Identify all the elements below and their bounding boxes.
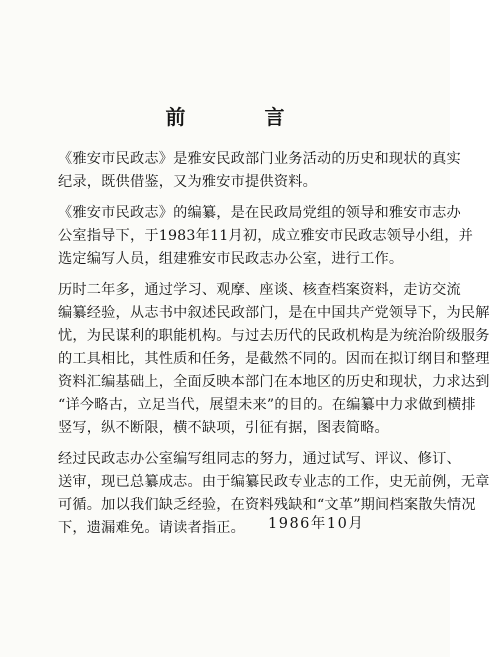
text-line: 公室指导下，于1983年11月初，成立雅安市民政志领导小组，并 (58, 228, 474, 244)
paragraph-2 (58, 202, 474, 271)
text-line: 《雅安市民政志》是雅安民政部门业务活动的历史和现状的真实 (58, 151, 461, 167)
text-line: “详今略古，立足当代，展望未来”的目的。在编纂中力求做到横排 (58, 397, 476, 413)
page-title: 前 言 (165, 105, 321, 129)
text-line: 送审，现已总纂成志。由于编纂民政专业志的工作，史无前例，无章 (58, 474, 490, 490)
text-line: 竖写，纵不断限，横不缺项，引征有据，图表简略。 (58, 420, 389, 436)
text-line: 《雅安市民政志》的编纂，是在民政局党组的领导和雅安市志办 (58, 205, 461, 221)
text-line: 资料汇编基础上，全面反映本部门在本地区的历史和现状，力求达到 (58, 374, 490, 390)
paragraph-3 (58, 279, 490, 440)
text-line: 历时二年多，通过学习、观摩、座谈、核查档案资料，走访交流 (58, 282, 461, 298)
text-line: 可循。加以我们缺乏经验，在资料残缺和“文革”期间档案散失情况 (58, 497, 476, 513)
text-line: 经过民政志办公室编写组同志的努力，通过试写、评议、修订、 (58, 451, 461, 467)
text-line: 下，遗漏难免。请读者指正。 (58, 520, 246, 536)
text-line: 纪录，既供借鉴，又为雅安市提供资料。 (58, 174, 317, 190)
text-line: 忧，为民谋利的职能机构。与过去历代的民政机构是为统治阶级服务 (58, 328, 490, 344)
text-line: 编纂经验，从志书中叙述民政部门，是在中国共产党领导下，为民解 (58, 305, 490, 321)
date-signature: 1986年10月 (268, 516, 365, 532)
paragraph-1 (58, 148, 461, 194)
text-line: 的工具相比，其性质和任务，是截然不同的。因而在拟订纲目和整理 (58, 351, 490, 367)
preface-body (58, 148, 490, 540)
text-line: 选定编写人员，组建雅安市民政志办公室，进行工作。 (58, 251, 404, 267)
